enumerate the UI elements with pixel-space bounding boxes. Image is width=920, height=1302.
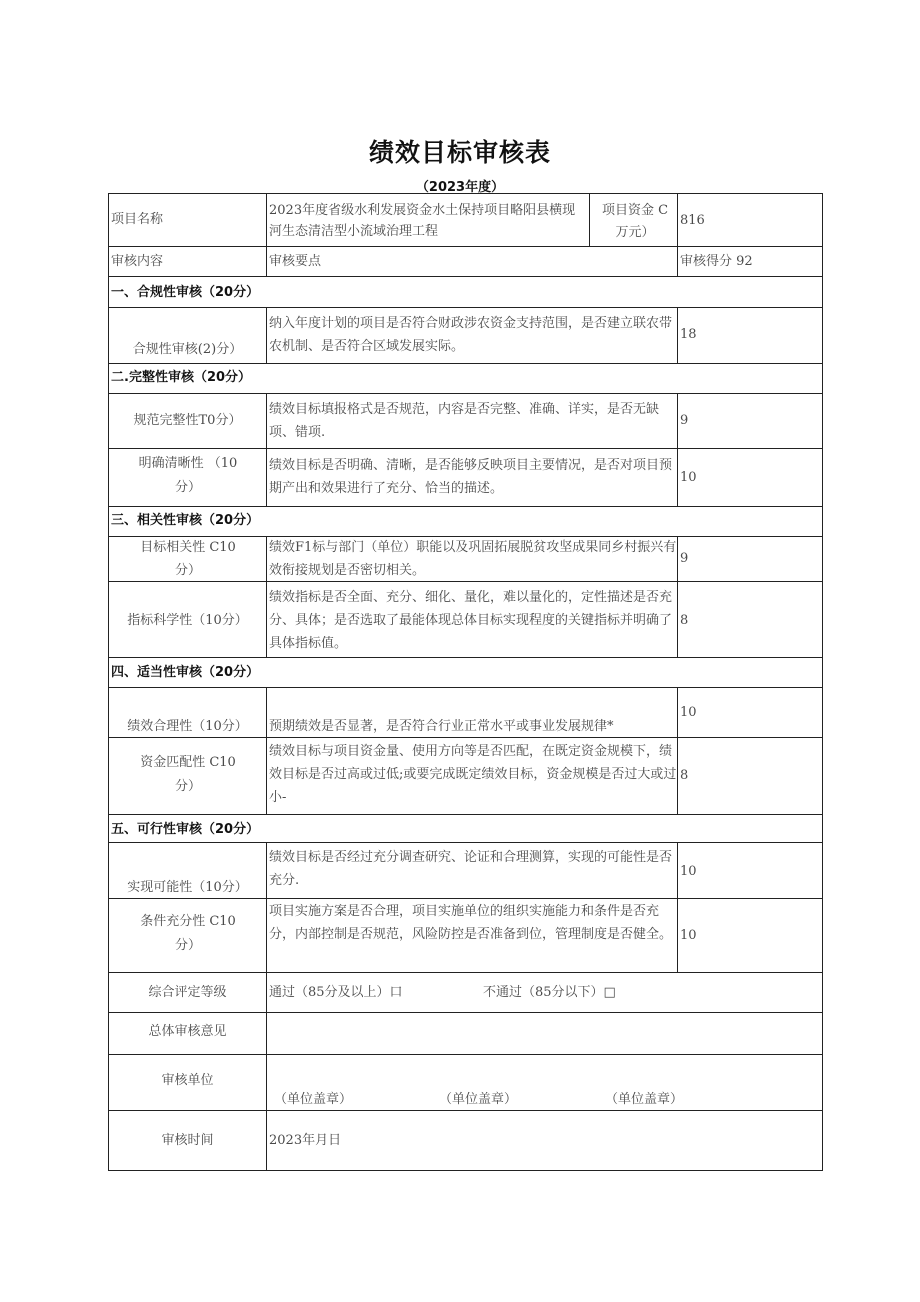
points-label: 审核要点 [269,254,322,269]
page-subtitle: （2023年度） [415,180,505,195]
item-name: 目标相关性 C10分） [140,540,236,578]
page-title: 绩效目标审核表 [368,138,551,167]
fund-label: 项目资金 C万元） [601,203,669,240]
item-name: 明确清晰性 （10分） [138,456,238,495]
item-name: 资金匹配性 C10分） [140,755,236,794]
item-score: 9 [680,551,689,566]
item-name: 实现可能性（10分） [127,880,248,895]
section-title-compliance: 一、合规性审核（20分） [111,285,260,300]
item-score: 8 [680,613,689,628]
section-title-relevance: 三、相关性审核（20分） [111,513,260,528]
score-label: 审核得分 92 [680,254,753,269]
opinion-label: 总体审核意见 [148,1024,227,1039]
time-value: 2023年月日 [269,1133,342,1148]
item-name: 规范完整性T0分） [133,413,242,428]
item-point: 绩效目标是否明确、清晰，是否能够反映项目主要情况，是否对项目预期产出和效果进行了充分、恰当的描述。 [269,458,673,496]
item-name: 绩效合理性（10分） [127,719,248,734]
fund-value: 816 [680,213,705,228]
item-name: 指标科学性（10分） [127,613,248,628]
project-name-label: 项目名称 [111,212,164,227]
item-score: 9 [680,413,689,428]
item-point: 项目实施方案是否合理，项目实施单位的组织实施能力和条件是否充分，内部控制是否规范，风险防控是否准备到位，管理制度是否健全。 [269,904,673,942]
item-point: 纳入年度计划的项目是否符合财政涉农资金支持范围，是否建立联农带农机制、是否符合区域发展实际。 [269,316,673,354]
grade-label: 综合评定等级 [148,985,227,1000]
item-point: 绩效F1标与部门（单位）职能以及巩固拓展脱贫攻坚成果同乡村振兴有效衔接规划是否密切相关。 [269,540,677,578]
section-title-completeness: 二.完整性审核（20分） [111,370,252,385]
audit-table [108,193,823,1171]
item-score: 18 [680,327,697,342]
item-score: 10 [680,705,697,720]
item-point: 预期绩效是否显著，是否符合行业正常水平或事业发展规律* [269,719,614,734]
section-title-appropriateness: 四、适当性审核（20分） [111,665,260,680]
unit-seal: （单位盖章） [605,1092,684,1107]
item-score: 10 [680,470,697,485]
unit-label: 审核单位 [161,1073,214,1088]
section-title-feasibility: 五、可行性审核（20分） [111,822,260,837]
project-name-value: 2023年度省级水利发展资金水土保持项目略阳县横现河生态清洁型小流域治理工程 [269,203,576,239]
unit-seal: （单位盖章） [439,1092,518,1107]
opinion-field[interactable] [269,1016,819,1050]
item-score: 8 [680,768,689,783]
item-point: 绩效目标填报格式是否规范，内容是否完整、准确、详实，是否无缺项、错项. [269,402,660,440]
item-score: 10 [680,928,697,943]
time-label: 审核时间 [161,1133,214,1148]
item-point: 绩效目标是否经过充分调查研究、论证和合理测算，实现的可能性是否充分. [269,850,673,888]
content-label: 审核内容 [111,254,164,269]
item-score: 10 [680,864,697,879]
item-point: 绩效指标是否全面、充分、细化、量化，难以量化的，定性描述是否充分、具体；是否选取了最能体现总体目标实现程度的关键指标并明确了具体指标值。 [269,590,673,651]
fail-option-checkbox[interactable]: 不通过（85分以下）□ [483,985,616,1000]
item-point: 绩效目标与项目资金量、使用方向等是否匹配，在既定资金规模下，绩效目标是否过高或过低;或要完成既定绩效目标，资金规模是否过大或过小- [269,744,677,805]
unit-seal: （单位盖章） [274,1092,353,1107]
item-name: 条件充分性 C10分） [140,914,236,953]
pass-option-checkbox[interactable]: 通过（85分及以上）口 [269,985,403,1000]
item-name: 合规性审核(2)分） [132,342,243,357]
